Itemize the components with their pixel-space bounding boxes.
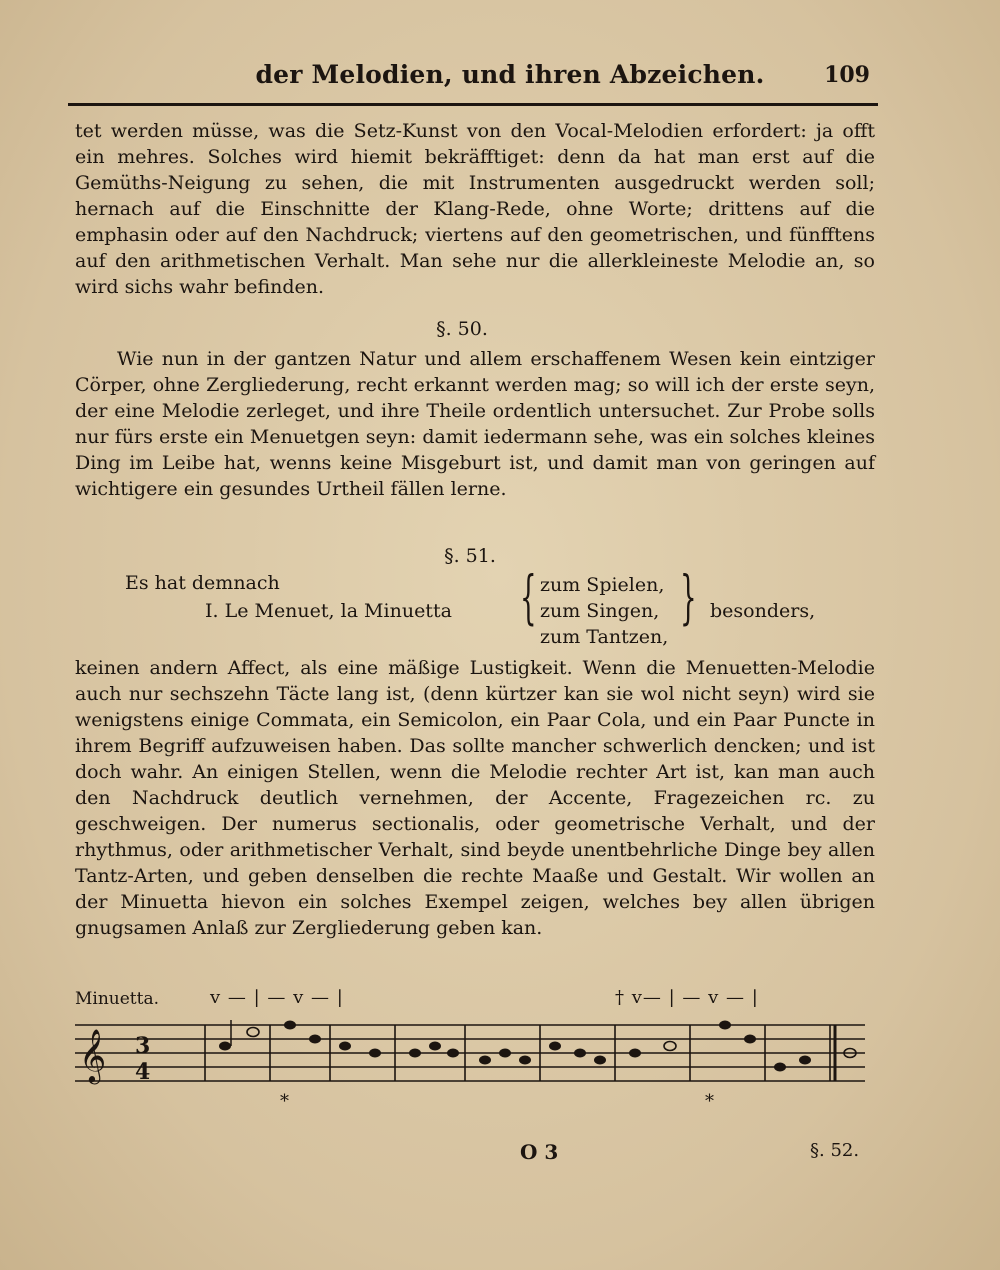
svg-text:3: 3: [135, 1033, 151, 1059]
music-staff: [75, 1005, 875, 1115]
brace-list: [540, 572, 668, 650]
section-51-heading: §. 51.: [444, 545, 496, 567]
music-example: [75, 985, 875, 1125]
catchword: §. 52.: [810, 1140, 860, 1161]
brace-item: zum Spielen,: [540, 574, 665, 596]
svg-text:𝄞: 𝄞: [79, 1028, 107, 1082]
paragraph-3: keinen andern Affect, als eine mäßige Lustigkeit. Wenn die Menuetten-Melodie auch nur sechszehn Täcte lang ist, (denn kürtzer kan sie wol nicht seyn) wird sie wenigstens einige Commata, ein Semicolon, ein Paar Cola, und ein Paar Puncte in ihrem Begriff aufzuweisen haben. Das sollte mancher schwerlich dencken; und ist doch wahr. An einigen Stellen, wenn die Melodie rechter Art ist, kan man auch den Nachdruck deutlich vernehmen, der Accente, Fragezeichen rc. zu geschweigen. Der numerus sectionalis, oder geometrische Verhalt, und der rhythmus, oder arithmetischer Verhalt, sind beyde unentbehrliche Dinge bey allen Tantz-Arten, und geben denselben die rechte Maaße und Gestalt. Wir wollen an der Minuetta hievon ein solches Exempel zeigen, welches bey allen übrigen gnugsamen Anlaß zur Zergliederung geben kan.: [75, 657, 875, 939]
music-label: Minuetta.: [75, 989, 160, 1009]
paragraph-2: Wie nun in der gantzen Natur und allem erschaffenem Wesen kein eintziger Cörper, ohne Zergliederung, recht erkannt werden mag; so will ich der erste seyn, der eine Melodie zerleget, und ihre Theile ordentlich untersuchet. Zur Probe solls nur fürs erste ein Menuetgen seyn: damit iedermann sehe, was ein solches kleines Ding im Leibe hat, wenns keine Misgeburt ist, und damit man von geringen auf wichtigere ein gesundes Urtheil fällen lerne.: [75, 348, 875, 500]
brace-result: besonders,: [710, 600, 816, 622]
header-rule: [68, 103, 878, 106]
paragraph-1: tet werden müsse, was die Setz-Kunst von den Vocal-Melodien erfordert: ja offt ein mehres. Solches wird hiemit bekräfftiget: denn da hat man erst auf die Gemüths-Neigung zu sehen, die mit Instrumenten ausgedruckt werden soll; hernach auf die Einschnitte der Klang-Rede, ohne Worte; drittens auf die emphasin oder auf den Nachdruck; viertens auf den geometrischen, und fünfftens auf den arithmetischen Verhalt. Man sehe nur die allerkleineste Melodie an, so wird sichs wahr befinden.: [75, 120, 875, 298]
section-50-heading: §. 50.: [436, 318, 488, 340]
rhythm-marks-left: v — | — v — |: [210, 987, 344, 1008]
page-header: [60, 60, 940, 100]
right-brace: }: [680, 563, 697, 631]
brace-item: zum Tantzen,: [540, 626, 669, 648]
brace-item: zum Singen,: [540, 600, 660, 622]
minuet-title: I. Le Menuet, la Minuetta: [205, 600, 452, 622]
section-51-lede: Es hat demnach: [125, 572, 280, 594]
rhythm-marks-right: † v— | — v — |: [615, 987, 759, 1008]
svg-text:*: *: [705, 1091, 714, 1112]
svg-text:*: *: [280, 1091, 289, 1112]
running-head: der Melodien, und ihren Abzeichen.: [255, 60, 765, 89]
left-brace: {: [520, 563, 537, 631]
page-number: 109: [824, 62, 870, 88]
signature-mark: O 3: [520, 1140, 559, 1164]
svg-text:4: 4: [135, 1059, 151, 1085]
